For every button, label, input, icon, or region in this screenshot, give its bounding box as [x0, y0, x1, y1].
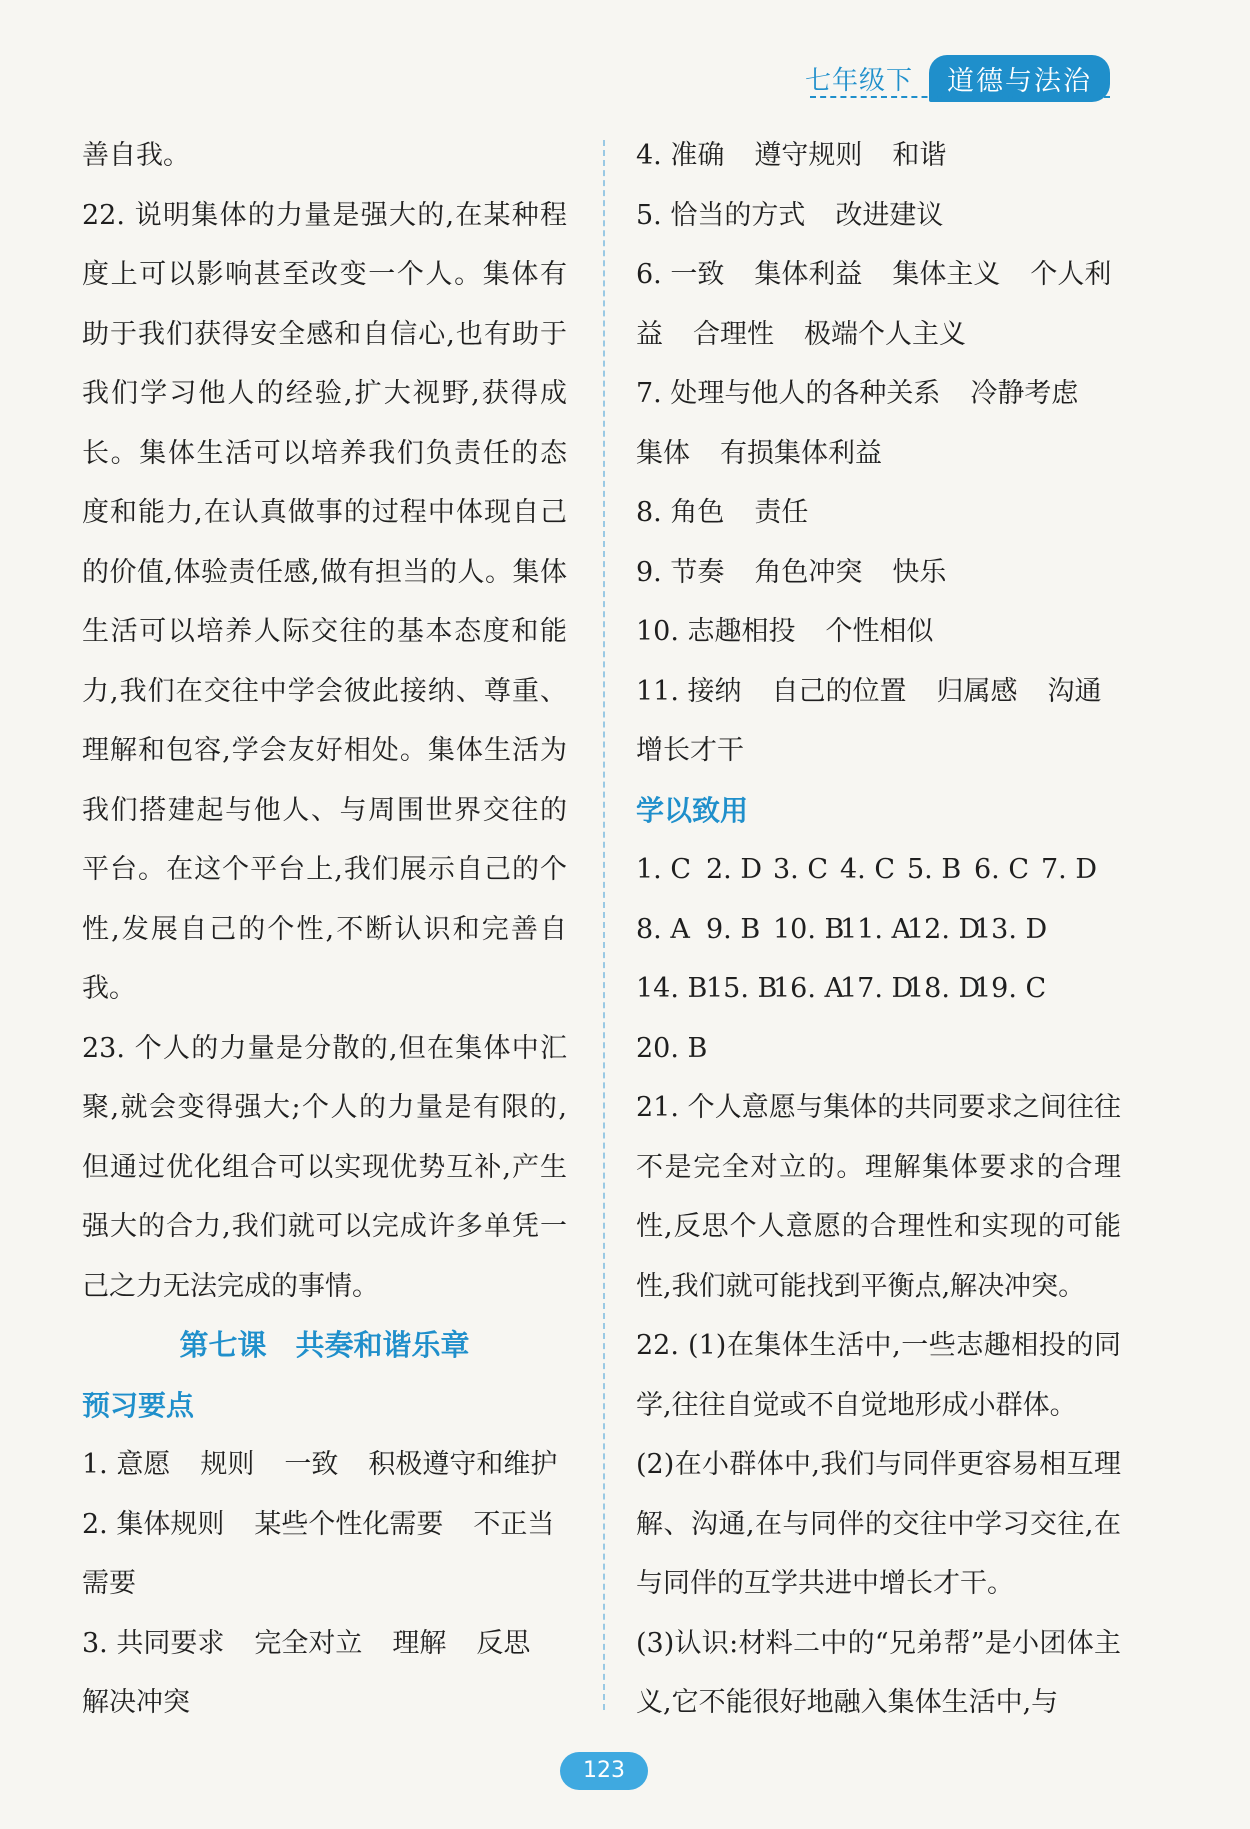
- answer-term: 集体主义: [892, 259, 1001, 290]
- answer-term: 6. 一致: [636, 259, 725, 290]
- choice-answer: 16. A: [773, 973, 845, 1004]
- answer-line: [82, 1495, 567, 1555]
- choice-answer: 19. C: [974, 973, 1047, 1004]
- answer-line: [82, 1673, 567, 1733]
- choice-answer: 15. B: [706, 973, 778, 1004]
- answer-term: 9. 节奏: [636, 556, 725, 588]
- choice-answer: 5. B: [907, 854, 962, 885]
- page-header: [805, 55, 1110, 102]
- choice-answer: 11. A: [840, 913, 912, 945]
- right-column: [636, 126, 1121, 1733]
- header-rule: [810, 96, 1110, 98]
- answer-term: 完全对立: [254, 1627, 363, 1659]
- answer-term: 快乐: [892, 556, 947, 588]
- answer-term: 不正当: [473, 1508, 555, 1540]
- answer-line: [636, 721, 1121, 781]
- answer-term: 2. 集体规则: [82, 1508, 225, 1540]
- answer-term: 积极遵守和维护: [368, 1449, 558, 1480]
- answer-line: [636, 245, 1121, 305]
- answer-line: [636, 662, 1121, 722]
- answer-term: 理解: [392, 1627, 447, 1659]
- answer-term: 沟通: [1047, 675, 1102, 707]
- lesson-title: 第七课 共奏和谐乐章: [179, 1328, 470, 1362]
- preview-items-continued: [636, 126, 1121, 781]
- answer-line: [636, 126, 1121, 186]
- choice-answer: 9. B: [706, 913, 761, 945]
- answer-line: [82, 1554, 567, 1614]
- choice-answer: 14. B: [636, 973, 708, 1004]
- answer-term: 7. 处理与他人的各种关系: [636, 378, 941, 409]
- answer-term: 集体利益: [754, 259, 863, 290]
- choice-answer: 3. C: [773, 854, 829, 885]
- answer-22-part-3: (3)认识:材料二中的“兄弟帮”是小团体主义,它不能很好地融入集体生活中,与: [636, 1627, 1121, 1718]
- answer-term: 责任: [754, 497, 809, 528]
- answer-line: [636, 543, 1121, 603]
- answer-line: [636, 186, 1121, 246]
- choice-answer: 2. D: [706, 854, 762, 885]
- answer-term: 某些个性化需要: [254, 1508, 444, 1540]
- choice-answer: 10. B: [773, 913, 845, 945]
- answer-term: 极端个人主义: [804, 318, 966, 350]
- answer-line: [82, 1614, 567, 1674]
- answer-line: [636, 305, 1121, 365]
- answer-line: [636, 364, 1121, 424]
- answer-term: 遵守规则: [754, 140, 863, 171]
- answer-22-part-2: (2)在小群体中,我们与同伴更容易相互理解、沟通,在与同伴的交往中学习交往,在与同伴的互学共进中增长才干。: [636, 1449, 1121, 1599]
- choice-answer: 12. D: [907, 913, 981, 945]
- choice-answer: 7. D: [1041, 854, 1097, 885]
- answer-term: 集体: [636, 437, 690, 469]
- answer-term: 自己的位置: [771, 675, 907, 707]
- answer-term: 归属感: [936, 675, 1018, 707]
- choice-answer: 8. A: [636, 913, 690, 945]
- answer-term: 4. 准确: [636, 140, 725, 171]
- multiple-choice-answers: [636, 840, 1121, 1078]
- answer-line: [636, 424, 1121, 484]
- left-column: [82, 126, 567, 1733]
- preview-items: [82, 1435, 567, 1733]
- answer-term: 10. 志趣相投: [636, 616, 796, 647]
- choice-row: [636, 1019, 1121, 1079]
- page-number: 123: [560, 1752, 648, 1790]
- answer-term: 益: [636, 318, 663, 350]
- choice-answer: 18. D: [907, 973, 981, 1004]
- answer-22-part-1: 22. (1)在集体生活中,一些志趣相投的同学,往往自觉或不自觉地形成小群体。: [636, 1330, 1121, 1421]
- answer-term: 解决冲突: [82, 1687, 190, 1718]
- answer-term: 8. 角色: [636, 497, 725, 528]
- answer-line: [636, 483, 1121, 543]
- answer-term: 一致: [284, 1449, 339, 1480]
- answer-line: [636, 602, 1121, 662]
- answer-term: 和谐: [892, 140, 947, 171]
- answer-term: 合理性: [693, 318, 774, 350]
- answer-term: 规则: [200, 1449, 255, 1480]
- section-preview-title: 预习要点: [82, 1388, 195, 1422]
- choice-answer: 4. C: [840, 854, 896, 885]
- choice-answer: 17. D: [840, 973, 914, 1004]
- answer-term: 冷静考虑: [970, 378, 1079, 409]
- answer-term: 角色冲突: [754, 556, 863, 588]
- answer-term: 11. 接纳: [636, 675, 742, 707]
- choice-answer: 13. D: [974, 913, 1048, 945]
- answer-line: [82, 1435, 567, 1495]
- answer-term: 需要: [82, 1568, 136, 1599]
- choice-answer: 20. B: [636, 1032, 708, 1064]
- choice-row: [636, 900, 1121, 960]
- choice-row: [636, 840, 1121, 900]
- answer-term: 反思: [476, 1627, 531, 1659]
- answer-22: 22. 说明集体的力量是强大的,在某种程度上可以影响甚至改变一个人。集体有助于我们获得安全感和自信心,也有助于我们学习他人的经验,扩大视野,获得成长。集体生活可以培养我们负责任的态度和能力,在认真做事的过程中体现自己的价值,体验责任感,做有担当的人。集体生活可以培养人际交往的基本态度和能力,我们在交往中学会彼此接纳、尊重、理解和包容,学会友好相处。集体生活为我们搭建起与他人、与周围世界交往的平台。在这个平台上,我们展示自己的个性,发展自己的个性,不断认识和完善自我。: [82, 199, 567, 1004]
- answer-21: 21. 个人意愿与集体的共同要求之间往往不是完全对立的。理解集体要求的合理性,反思个人意愿的合理性和实现的可能性,我们就可能找到平衡点,解决冲突。: [636, 1092, 1121, 1302]
- answer-23: 23. 个人的力量是分散的,但在集体中汇聚,就会变得强大;个人的力量是有限的,但通过优化组合可以实现优势互补,产生强大的合力,我们就可以完成许多单凭一己之力无法完成的事情。: [82, 1032, 567, 1302]
- answer-term: 有损集体利益: [720, 437, 882, 469]
- answer-term: 个人利: [1030, 259, 1112, 290]
- answer-term: 个性相似: [825, 616, 934, 647]
- grade-label: 七年级下: [804, 66, 913, 96]
- subject-badge: 道德与法治: [929, 55, 1110, 102]
- answer-term: 3. 共同要求: [82, 1627, 225, 1659]
- column-divider: [603, 140, 605, 1710]
- answer-term: 改进建议: [835, 199, 944, 231]
- choice-answer: 6. C: [974, 854, 1030, 885]
- choice-answer: 1. C: [636, 854, 692, 885]
- answer-term: 1. 意愿: [82, 1449, 171, 1480]
- answer-term: 5. 恰当的方式: [636, 199, 806, 231]
- paragraph-continued: 善自我。: [82, 140, 190, 171]
- answer-term: 增长才干: [636, 735, 744, 766]
- choice-row: [636, 959, 1121, 1019]
- section-practice-title: 学以致用: [636, 793, 749, 827]
